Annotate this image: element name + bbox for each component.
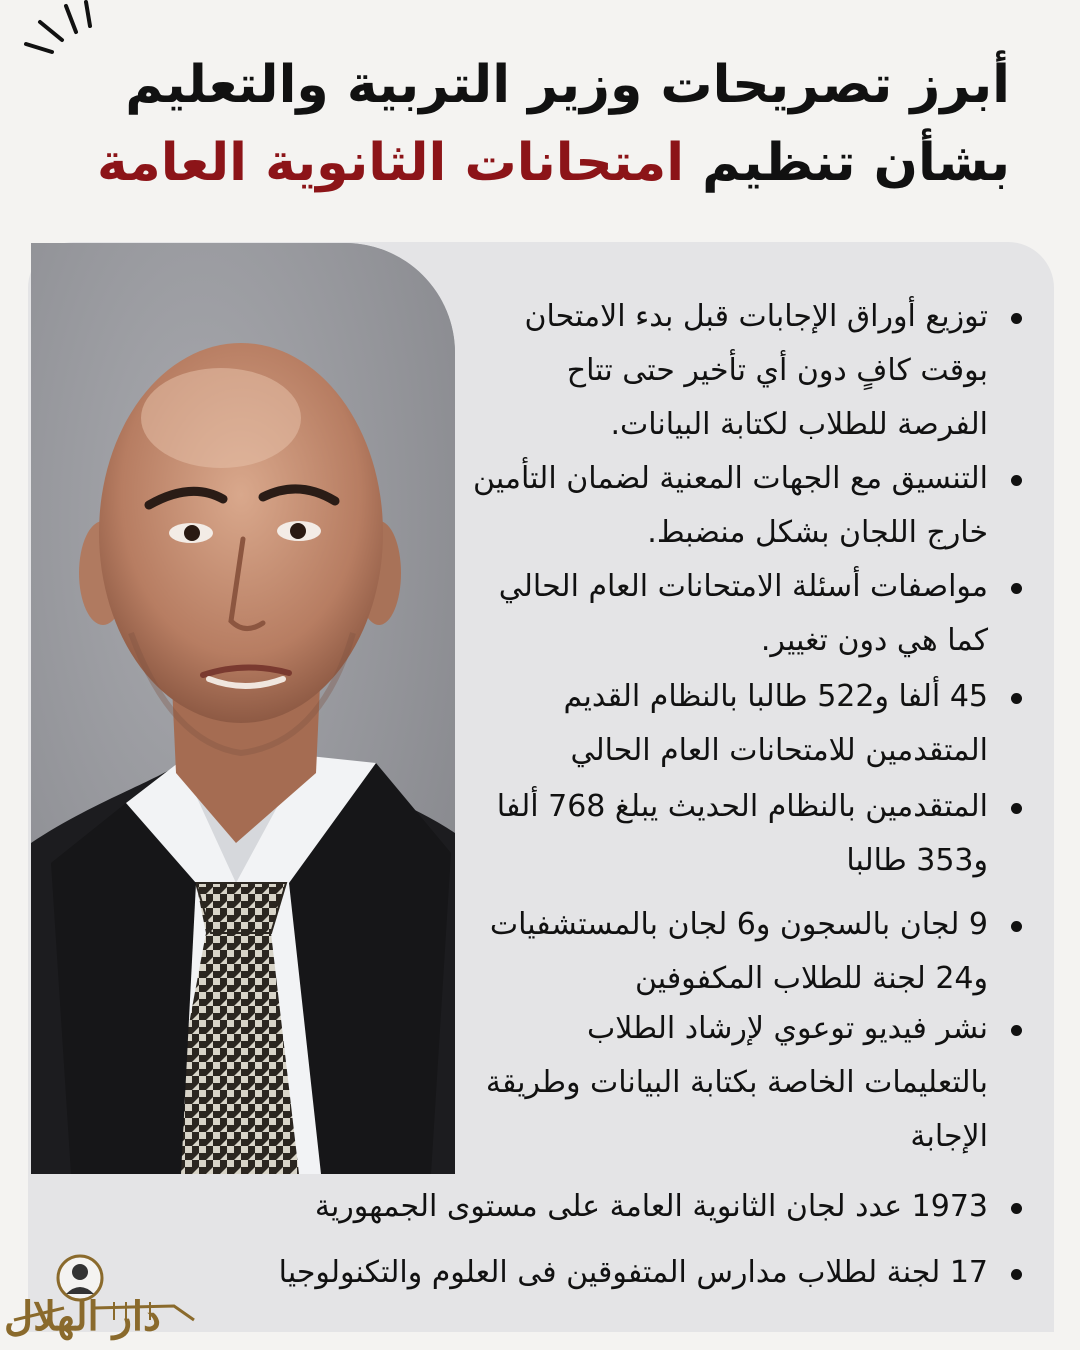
headline-line-2 [50, 124, 1010, 202]
headline-highlight: امتحانات الثانوية العامة [97, 133, 685, 193]
list-item: 17 لجنة لطلاب مدارس المتفوقين فى العلوم والتكنولوجيا [148, 1246, 1028, 1312]
list-item: مواصفات أسئلة الامتحانات العام الحالي كما هي دون تغيير. [468, 560, 1028, 670]
list-item: التنسيق مع الجهات المعنية لضمان التأمين خارج اللجان بشكل منضبط. [468, 452, 1028, 560]
publisher-logo [4, 1250, 204, 1346]
list-item: المتقدمين بالنظام الحديث يبلغ 768 ألفا و353 طالبا [468, 780, 1028, 898]
list-item: 1973 عدد لجان الثانوية العامة على مستوى الجمهورية [148, 1180, 1028, 1246]
list-item: 45 ألفا و522 طالبا بالنظام القديم المتقدمين للامتحانات العام الحالي [468, 670, 1028, 780]
key-statements-list [468, 290, 1028, 1164]
headline-line-1: أبرز تصريحات وزير التربية والتعليم [125, 55, 1010, 115]
logo-text: دار الهلال [4, 1293, 161, 1340]
headline [50, 46, 1010, 202]
list-item: 9 لجان بالسجون و6 لجان بالمستشفيات و24 لجنة للطلاب المكفوفين [468, 898, 1028, 1002]
list-item: نشر فيديو توعوي لإرشاد الطلاب بالتعليمات الخاصة بكتابة البيانات وطريقة الإجابة [468, 1002, 1028, 1164]
key-statements-list-bottom [148, 1180, 1028, 1312]
minister-portrait [31, 243, 455, 1174]
list-item: توزيع أوراق الإجابات قبل بدء الامتحان بوقت كافٍ دون أي تأخير حتى تتاح الفرصة للطلاب لكتابة البيانات. [468, 290, 1028, 452]
headline-line-2-prefix: بشأن تنظيم [684, 133, 1010, 193]
